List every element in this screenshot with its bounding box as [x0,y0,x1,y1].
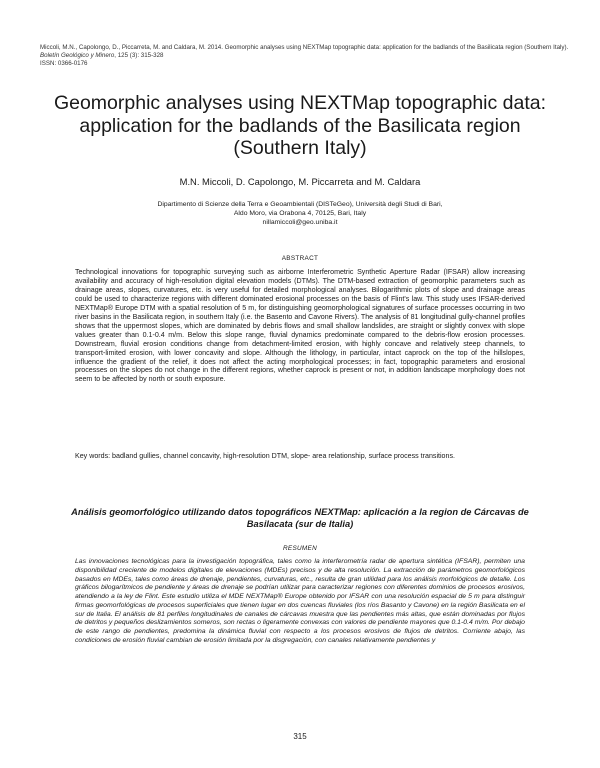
spanish-title: Análisis geomorfológico utilizando datos topográficos NEXTMap: aplicación a la region de Cárcavas de Basilacata (sur de Italia) [71,507,529,530]
resumen-text: Las innovaciones tecnológicas para la investigación topográfica, tales como la interferometría radar de apertura sintética (IFSAR), permiten una disponibilidad creciente de modelos digitales de elevaciones (MDEs) precisos y de alta resolución. La extracción de parámetros geomorfológicos basados en MDEs, tales como áreas de drenaje, pendientes, curvaturas, etc., resulta de gran utilidad para los análisis morfológicos de detalle. Los gráficos bilogarítmicos de pendiente y áreas de drenaje se podrían utilizar para caracterizar regiones con diferentes dominios de procesos erosivos, atendiendo a la ley de Flint. Este estudio utiliza el MDE NEXTMap® Europe obtenido por IFSAR con una resolución espacial de 5 m para distinguir firmas geomorfológicas de procesos superficiales que tienen lugar en dos cuencas fluviales (los ríos Basanto y Cavone) en la región Basilicata en el sur de Italia. El análisis de 81 perfiles longitudinales de canales de cárcavas muestra que las pendientes más altas, que están dominadas por flujos de detritos y pequeños deslizamientos someros, son rectas o ligeramente convexas con valores de pendiente mayores que 0.1-0.4 m/m. Por debajo de este rango de pendientes, predomina la dinámica fluvial con respecto a los procesos erosivos de flujos de detritos. Corriente abajo, las condiciones de erosión fluvial cambian de erosión limitada por la disgregación, con canales relativamente pendientes y [75,558,525,644]
affiliation-email: nillamiccoli@geo.uniba.it [262,219,338,227]
citation-volume-pages: , 125 (3): 315-328 [114,52,164,60]
affiliation-line-1: Dipartimento di Scienze della Terra e Geoambientali (DISTeGeo), Università degli Studi di Bari, [157,201,443,208]
affiliation-line-2: Aldo Moro, via Orabona 4, 70125, Bari, Italy [233,210,367,218]
citation-text: Miccoli, M.N., Capolongo, D., Piccarreta, M. and Caldara, M. 2014. Geomorphic analyses using NEXTMap topographic data: application for the badlands of the Basilicata region (Southern Italy). [40,44,569,51]
page-number: 315 [293,732,307,741]
abstract-text: Technological innovations for topographic surveying such as airborne Interferometric Synthetic Aperture Radar (IFSAR) allow increasing availability and accuracy of high-resolution digital elevation models (DTMs). The DTM-based extraction of geomorphic parameters such as drainage areas, slopes, curvatures, etc. is very useful for detailed morphological analyses. Bilogarithmic plots of slope and drainage areas could be used to characterize regions with different dominated erosional processes on the basis of Flint's law. This study uses IFSAR-derived NEXTMap® Europe DTM with a spatial resolution of 5 m, for distinguishing geomorphological signatures of surface processes occurring in two river basins in the Basilicata region, in southern Italy (i.e. the Basento and Cavone Rivers). The analysis of 81 longitudinal gully-channel profiles shows that the uppermost slopes, which are dominated by debris flows and small shallow landslides, are straight or slightly convex with slope values greater than 0.1-0.4 m/m. Below this slope range, fluvial dynamics predominate compared to the debris-flow erosion processes. Downstream, fluvial erosion conditions change from detachment-limited erosion, with highly concave and relatively steep channels, to transport-limited erosion, with lower concavity and slope. Although the lithology, in particular, intact caprock on the top of the hillslopes, influence the gradient of the relief, it does not affect the acting morphological processes; in fact, topographic parameters and erosional processes on the slopes do not change in the different regions, whether caprock is present or not, in addition landscape morphology does not seem to be affected by north or south exposure. [75,268,525,384]
citation-issn: ISSN: 0366-0176 [40,60,88,68]
resumen-heading: RESUMEN [282,545,318,552]
citation-journal: Boletín Geológico y Minero [40,52,115,60]
keywords: Key words: badland gullies, channel concavity, high-resolution DTM, slope- area relationship, surface process transitions. [75,452,455,460]
article-title: Geomorphic analyses using NEXTMap topographic data: application for the badlands of the Basilicata region (Southern Italy) [53,92,547,159]
citation-header [40,44,580,69]
author-affiliation [40,200,560,228]
article-authors: M.N. Miccoli, D. Capolongo, M. Piccarreta and M. Caldara [179,176,421,187]
abstract-heading: ABSTRACT [281,255,319,262]
